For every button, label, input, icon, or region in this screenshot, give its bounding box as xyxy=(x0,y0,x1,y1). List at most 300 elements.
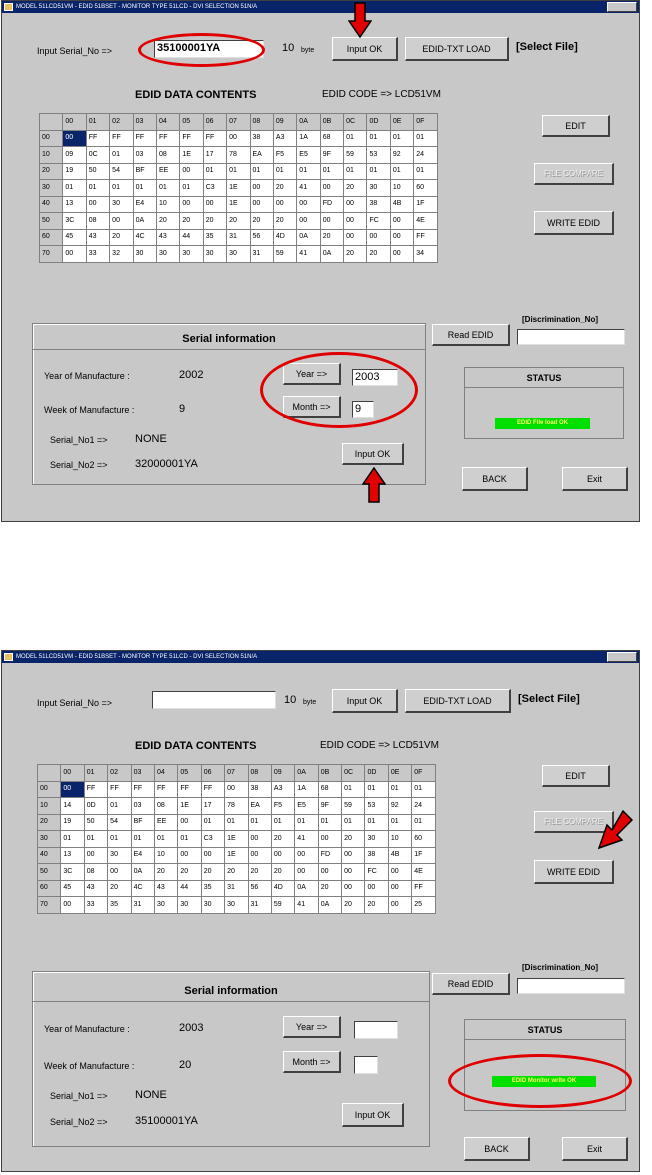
edid-cell[interactable]: 20 xyxy=(110,229,133,246)
edid-cell[interactable]: 01 xyxy=(412,781,435,798)
edid-cell[interactable]: 35 xyxy=(201,880,224,897)
col-header: 0B xyxy=(318,765,341,782)
edid-cell[interactable]: 20 xyxy=(178,864,201,881)
edid-cell[interactable]: 00 xyxy=(180,163,203,180)
edid-cell[interactable]: 19 xyxy=(63,163,86,180)
edid-cell[interactable]: 41 xyxy=(297,180,320,197)
input-ok-button-2[interactable]: Input OK xyxy=(342,1103,404,1127)
edid-cell[interactable]: 00 xyxy=(318,864,341,881)
edid-cell[interactable]: 00 xyxy=(248,831,271,848)
edid-cell[interactable]: 20 xyxy=(225,864,248,881)
edid-cell[interactable]: 01 xyxy=(178,831,201,848)
edid-cell[interactable]: 20 xyxy=(271,864,294,881)
edid-cell[interactable]: 35 xyxy=(108,897,131,914)
edid-cell[interactable]: 00 xyxy=(297,213,320,230)
edid-cell[interactable]: 20 xyxy=(156,213,179,230)
edid-cell[interactable]: 01 xyxy=(342,814,365,831)
edid-cell[interactable]: FF xyxy=(412,880,435,897)
edid-cell[interactable]: 0C xyxy=(86,147,109,164)
select-file-label[interactable]: [Select File] xyxy=(516,41,578,53)
edid-cell[interactable]: 59 xyxy=(273,246,296,263)
edid-cell[interactable]: FF xyxy=(201,781,224,798)
edid-cell[interactable]: 0A xyxy=(318,897,341,914)
edid-cell[interactable]: FF xyxy=(180,130,203,147)
edid-cell[interactable]: 20 xyxy=(365,897,388,914)
edid-cell[interactable]: 00 xyxy=(273,196,296,213)
edid-cell[interactable]: 78 xyxy=(225,798,248,815)
edid-cell[interactable]: 24 xyxy=(412,798,435,815)
edid-cell[interactable]: FF xyxy=(203,130,226,147)
read-edid-button[interactable]: Read EDID xyxy=(432,973,510,995)
edid-cell[interactable]: E4 xyxy=(131,847,154,864)
edid-cell[interactable]: 24 xyxy=(414,147,437,164)
edid-cell[interactable]: 01 xyxy=(84,831,107,848)
app-icon xyxy=(4,3,13,11)
status-message: EDID Monitor write OK xyxy=(492,1076,596,1087)
edid-cell[interactable]: 00 xyxy=(110,213,133,230)
edid-cell[interactable]: 01 xyxy=(273,163,296,180)
edid-cell[interactable]: EE xyxy=(154,814,177,831)
edid-cell[interactable]: 01 xyxy=(248,814,271,831)
edid-cell[interactable]: 08 xyxy=(156,147,179,164)
edid-cell[interactable]: 01 xyxy=(388,781,411,798)
edid-cell[interactable]: 20 xyxy=(271,831,294,848)
edid-cell[interactable]: 4D xyxy=(271,880,294,897)
edid-cell[interactable]: 01 xyxy=(390,130,413,147)
edid-cell[interactable]: 4E xyxy=(412,864,435,881)
edid-cell[interactable]: FC xyxy=(365,864,388,881)
year-input[interactable]: 2003 xyxy=(352,369,398,386)
edid-cell[interactable]: 20 xyxy=(344,180,367,197)
edid-cell[interactable]: FF xyxy=(414,229,437,246)
edid-cell[interactable]: FF xyxy=(156,130,179,147)
edid-cell[interactable]: 08 xyxy=(154,798,177,815)
edid-cell[interactable]: 00 xyxy=(295,847,318,864)
edid-cell[interactable]: 44 xyxy=(178,880,201,897)
edid-cell[interactable]: 00 xyxy=(201,847,224,864)
edid-cell[interactable]: 31 xyxy=(131,897,154,914)
edid-cell[interactable]: 0A xyxy=(297,229,320,246)
edid-cell[interactable]: 1A xyxy=(295,781,318,798)
edid-cell[interactable]: 00 xyxy=(271,847,294,864)
edid-cell[interactable]: 34 xyxy=(414,246,437,263)
edid-cell[interactable]: 53 xyxy=(367,147,390,164)
discrimination-input[interactable] xyxy=(517,978,625,994)
edid-cell[interactable]: 00 xyxy=(365,880,388,897)
edid-cell[interactable]: 92 xyxy=(390,147,413,164)
edid-cell[interactable]: 20 xyxy=(318,880,341,897)
edid-cell[interactable]: 68 xyxy=(318,781,341,798)
discrimination-input[interactable] xyxy=(517,329,625,345)
serial-input[interactable]: 35100001YA xyxy=(154,40,264,58)
edid-cell[interactable]: 20 xyxy=(367,246,390,263)
row-header: 30 xyxy=(38,831,61,848)
edid-cell[interactable]: 00 xyxy=(320,213,343,230)
edid-cell[interactable]: FF xyxy=(131,781,154,798)
edid-cell[interactable]: 59 xyxy=(271,897,294,914)
edid-cell[interactable]: FF xyxy=(154,781,177,798)
edid-cell[interactable]: 41 xyxy=(295,831,318,848)
edid-cell[interactable]: A3 xyxy=(271,781,294,798)
edid-cell[interactable]: 78 xyxy=(227,147,250,164)
month-button[interactable]: Month => xyxy=(283,1051,341,1073)
edid-cell[interactable]: 45 xyxy=(63,229,86,246)
edid-cell[interactable]: 38 xyxy=(250,130,273,147)
edid-cell[interactable]: 20 xyxy=(201,864,224,881)
edid-cell[interactable]: 00 xyxy=(342,864,365,881)
edid-cell[interactable]: 00 xyxy=(63,130,86,147)
back-button[interactable]: BACK xyxy=(464,1137,530,1161)
edid-cell[interactable]: 3C xyxy=(63,213,86,230)
edid-cell[interactable]: 68 xyxy=(320,130,343,147)
input-ok-button[interactable]: Input OK xyxy=(332,37,398,61)
edid-cell[interactable]: 00 xyxy=(320,180,343,197)
edid-cell[interactable]: 00 xyxy=(61,897,84,914)
edid-cell[interactable]: 00 xyxy=(344,196,367,213)
edid-cell[interactable]: 1F xyxy=(412,847,435,864)
edid-cell[interactable]: 56 xyxy=(250,229,273,246)
edid-cell[interactable]: 01 xyxy=(110,147,133,164)
edid-cell[interactable]: 1F xyxy=(414,196,437,213)
edid-cell[interactable]: 01 xyxy=(131,831,154,848)
edid-cell[interactable]: 1A xyxy=(297,130,320,147)
edid-cell[interactable]: 54 xyxy=(108,814,131,831)
edid-cell[interactable]: 00 xyxy=(390,213,413,230)
edid-cell[interactable]: FF xyxy=(110,130,133,147)
edid-cell[interactable]: E5 xyxy=(297,147,320,164)
edid-cell[interactable]: 01 xyxy=(156,180,179,197)
edid-cell[interactable]: 01 xyxy=(365,781,388,798)
edid-cell[interactable]: 13 xyxy=(63,196,86,213)
edid-cell[interactable]: 00 xyxy=(108,864,131,881)
edid-cell[interactable]: 20 xyxy=(344,246,367,263)
edid-cell[interactable]: 0A xyxy=(133,213,156,230)
edid-cell[interactable]: 38 xyxy=(365,847,388,864)
edid-cell[interactable]: 01 xyxy=(342,781,365,798)
down-left-arrow-icon xyxy=(597,810,633,850)
edid-cell[interactable]: 30 xyxy=(110,196,133,213)
edid-cell[interactable]: 01 xyxy=(180,180,203,197)
edid-cell[interactable]: FF xyxy=(108,781,131,798)
edid-cell[interactable]: 31 xyxy=(250,246,273,263)
edid-cell[interactable]: 00 xyxy=(225,781,248,798)
col-header: 02 xyxy=(108,765,131,782)
edid-cell[interactable]: 01 xyxy=(250,163,273,180)
year-button[interactable]: Year => xyxy=(283,363,341,385)
edid-cell[interactable]: 30 xyxy=(156,246,179,263)
edid-cell[interactable]: 01 xyxy=(154,831,177,848)
edid-cell[interactable]: BF xyxy=(133,163,156,180)
edid-cell[interactable]: 00 xyxy=(390,246,413,263)
edid-cell[interactable]: 20 xyxy=(108,880,131,897)
edid-cell[interactable]: E5 xyxy=(295,798,318,815)
edid-cell[interactable]: 50 xyxy=(86,163,109,180)
month-input[interactable] xyxy=(354,1056,378,1074)
edid-cell[interactable]: 01 xyxy=(227,163,250,180)
edid-cell[interactable]: 03 xyxy=(131,798,154,815)
edid-cell[interactable]: FD xyxy=(320,196,343,213)
edid-cell[interactable]: 01 xyxy=(201,814,224,831)
edid-cell[interactable]: EE xyxy=(156,163,179,180)
edid-cell[interactable]: 0A xyxy=(320,246,343,263)
edid-cell[interactable]: 01 xyxy=(414,163,437,180)
edid-cell[interactable]: FF xyxy=(133,130,156,147)
edid-cell[interactable]: 53 xyxy=(365,798,388,815)
edid-cell[interactable]: 1E xyxy=(227,196,250,213)
edid-cell[interactable]: 00 xyxy=(342,847,365,864)
edid-cell[interactable]: 00 xyxy=(178,847,201,864)
year-button[interactable]: Year => xyxy=(283,1016,341,1038)
write-edid-button[interactable]: WRITE EDID xyxy=(534,211,614,235)
edid-cell[interactable]: 01 xyxy=(367,130,390,147)
edid-cell[interactable]: 35 xyxy=(203,229,226,246)
edid-cell[interactable]: 0D xyxy=(84,798,107,815)
edid-cell[interactable]: 33 xyxy=(86,246,109,263)
edid-cell[interactable]: 60 xyxy=(414,180,437,197)
edid-cell[interactable]: 30 xyxy=(201,897,224,914)
edid-cell[interactable]: FC xyxy=(367,213,390,230)
month-input[interactable]: 9 xyxy=(352,401,374,418)
edid-cell[interactable]: 00 xyxy=(388,897,411,914)
edid-cell[interactable]: 38 xyxy=(367,196,390,213)
edid-cell[interactable]: 38 xyxy=(248,781,271,798)
edid-cell[interactable]: 44 xyxy=(180,229,203,246)
edid-cell[interactable]: 00 xyxy=(227,130,250,147)
edid-cell[interactable]: 1E xyxy=(227,180,250,197)
year-input[interactable] xyxy=(354,1021,398,1039)
edid-cell[interactable]: 20 xyxy=(180,213,203,230)
edid-cell[interactable]: 20 xyxy=(273,180,296,197)
edid-cell[interactable]: 00 xyxy=(367,229,390,246)
edid-cell[interactable]: 30 xyxy=(133,246,156,263)
select-file-label[interactable]: [Select File] xyxy=(518,693,580,705)
edid-cell[interactable]: FF xyxy=(86,130,109,147)
edid-cell[interactable]: 01 xyxy=(271,814,294,831)
edid-cell[interactable]: 31 xyxy=(225,880,248,897)
edid-cell[interactable]: 01 xyxy=(108,831,131,848)
edid-cell[interactable]: 00 xyxy=(297,196,320,213)
edid-cell[interactable]: 20 xyxy=(320,229,343,246)
edid-cell[interactable]: 59 xyxy=(344,147,367,164)
edid-cell[interactable]: 30 xyxy=(178,897,201,914)
edid-cell[interactable]: 17 xyxy=(201,798,224,815)
edid-cell[interactable]: 01 xyxy=(110,180,133,197)
edid-cell[interactable]: 3C xyxy=(61,864,84,881)
edid-cell[interactable]: 00 xyxy=(388,880,411,897)
edid-cell[interactable]: 54 xyxy=(110,163,133,180)
input-ok-button[interactable]: Input OK xyxy=(332,689,398,713)
edid-cell[interactable]: 41 xyxy=(295,897,318,914)
window-controls[interactable] xyxy=(607,2,637,12)
edid-cell[interactable]: 33 xyxy=(84,897,107,914)
edid-cell[interactable]: E4 xyxy=(133,196,156,213)
edid-cell[interactable]: 03 xyxy=(133,147,156,164)
edid-cell[interactable]: 01 xyxy=(318,814,341,831)
edid-cell[interactable]: 1E xyxy=(225,847,248,864)
edid-cell[interactable]: 32 xyxy=(110,246,133,263)
edit-button[interactable]: EDIT xyxy=(542,115,610,137)
edid-cell[interactable]: 01 xyxy=(295,814,318,831)
edid-cell[interactable]: 4E xyxy=(414,213,437,230)
row-header: 60 xyxy=(38,880,61,897)
table-row xyxy=(40,246,438,263)
edid-cell[interactable]: 10 xyxy=(156,196,179,213)
serial-input[interactable] xyxy=(152,691,276,709)
edid-cell[interactable]: 1E xyxy=(178,798,201,815)
edid-cell[interactable]: 01 xyxy=(390,163,413,180)
edid-cell[interactable]: EA xyxy=(248,798,271,815)
edid-cell[interactable]: 20 xyxy=(154,864,177,881)
edid-cell[interactable]: C3 xyxy=(203,180,226,197)
edid-cell[interactable]: 30 xyxy=(367,180,390,197)
edid-cell[interactable]: 00 xyxy=(344,213,367,230)
edid-cell[interactable]: 20 xyxy=(227,213,250,230)
edid-cell[interactable]: 01 xyxy=(86,180,109,197)
week-label: Week of Manufacture : xyxy=(44,405,135,415)
edid-cell[interactable]: 01 xyxy=(203,163,226,180)
edid-cell[interactable]: 01 xyxy=(412,814,435,831)
edid-cell[interactable]: 92 xyxy=(388,798,411,815)
exit-button[interactable]: Exit xyxy=(562,1137,628,1161)
edid-cell[interactable]: 01 xyxy=(225,814,248,831)
edid-cell[interactable]: 30 xyxy=(180,246,203,263)
edid-cell[interactable]: 01 xyxy=(108,798,131,815)
edid-cell[interactable]: 00 xyxy=(84,847,107,864)
edid-cell[interactable]: F5 xyxy=(273,147,296,164)
edid-cell[interactable]: 01 xyxy=(61,831,84,848)
edid-cell[interactable]: 4C xyxy=(133,229,156,246)
edid-cell[interactable]: 00 xyxy=(178,814,201,831)
edid-cell[interactable]: 4B xyxy=(390,196,413,213)
edid-cell[interactable]: 01 xyxy=(414,130,437,147)
edid-cell[interactable]: 00 xyxy=(63,246,86,263)
edid-cell[interactable]: 43 xyxy=(86,229,109,246)
edid-cell[interactable]: 59 xyxy=(342,798,365,815)
edid-cell[interactable]: 01 xyxy=(365,814,388,831)
edid-cell[interactable]: 00 xyxy=(388,864,411,881)
edid-cell[interactable]: 30 xyxy=(225,897,248,914)
back-button[interactable]: BACK xyxy=(462,467,528,491)
edid-cell[interactable]: 10 xyxy=(388,831,411,848)
edid-cell[interactable]: 13 xyxy=(61,847,84,864)
table-row xyxy=(40,130,438,147)
edid-cell[interactable]: A3 xyxy=(273,130,296,147)
edid-cell[interactable]: C3 xyxy=(201,831,224,848)
edid-cell[interactable]: 08 xyxy=(84,864,107,881)
edid-cell[interactable]: 00 xyxy=(318,831,341,848)
edid-cell[interactable]: 41 xyxy=(297,246,320,263)
edid-cell[interactable]: 09 xyxy=(63,147,86,164)
edid-cell[interactable]: 20 xyxy=(342,897,365,914)
edid-cell[interactable]: 20 xyxy=(273,213,296,230)
edid-cell[interactable]: 01 xyxy=(367,163,390,180)
edid-cell[interactable]: 30 xyxy=(154,897,177,914)
edid-cell[interactable]: 4C xyxy=(131,880,154,897)
edid-cell[interactable]: 50 xyxy=(84,814,107,831)
edid-cell[interactable]: 4D xyxy=(273,229,296,246)
month-button[interactable]: Month => xyxy=(283,396,341,418)
edid-cell[interactable]: 43 xyxy=(154,880,177,897)
edid-cell[interactable]: F5 xyxy=(271,798,294,815)
edid-cell[interactable]: 60 xyxy=(412,831,435,848)
edid-cell[interactable]: 00 xyxy=(342,880,365,897)
edid-cell[interactable]: 17 xyxy=(203,147,226,164)
edid-cell[interactable]: 20 xyxy=(250,213,273,230)
edid-cell[interactable]: 20 xyxy=(203,213,226,230)
edid-cell[interactable]: 56 xyxy=(248,880,271,897)
write-edid-button[interactable]: WRITE EDID xyxy=(534,860,614,884)
edid-cell[interactable]: 31 xyxy=(227,229,250,246)
exit-button[interactable]: Exit xyxy=(562,467,628,491)
edid-cell[interactable]: 43 xyxy=(156,229,179,246)
edid-cell[interactable]: 00 xyxy=(295,864,318,881)
edid-cell[interactable]: 19 xyxy=(61,814,84,831)
input-ok-button-2[interactable]: Input OK xyxy=(342,443,404,465)
edid-cell[interactable]: 30 xyxy=(227,246,250,263)
edid-cell[interactable]: 0A xyxy=(131,864,154,881)
edid-cell[interactable]: 31 xyxy=(248,897,271,914)
edid-cell[interactable]: 00 xyxy=(390,229,413,246)
edid-cell[interactable]: 01 xyxy=(344,163,367,180)
edid-cell[interactable]: BF xyxy=(131,814,154,831)
edid-cell[interactable]: 00 xyxy=(344,229,367,246)
edid-cell[interactable]: 30 xyxy=(365,831,388,848)
edid-cell[interactable]: 00 xyxy=(250,180,273,197)
edid-cell[interactable]: 0A xyxy=(295,880,318,897)
edid-cell[interactable]: 01 xyxy=(133,180,156,197)
edid-cell[interactable]: 01 xyxy=(297,163,320,180)
edid-cell[interactable]: 01 xyxy=(388,814,411,831)
edid-cell[interactable]: 00 xyxy=(203,196,226,213)
edid-cell[interactable]: 00 xyxy=(86,196,109,213)
edid-cell[interactable]: 20 xyxy=(342,831,365,848)
edid-cell[interactable]: 14 xyxy=(61,798,84,815)
corner-cell xyxy=(38,765,61,782)
edid-cell[interactable]: 45 xyxy=(61,880,84,897)
window-controls[interactable] xyxy=(607,652,637,662)
edid-cell[interactable]: 25 xyxy=(412,897,435,914)
edid-cell[interactable]: 43 xyxy=(84,880,107,897)
edid-cell[interactable]: 30 xyxy=(203,246,226,263)
edid-cell[interactable]: 1E xyxy=(225,831,248,848)
edid-cell[interactable]: 9F xyxy=(320,147,343,164)
edid-cell[interactable]: 01 xyxy=(344,130,367,147)
edid-cell[interactable]: 9F xyxy=(318,798,341,815)
edit-button[interactable]: EDIT xyxy=(542,765,610,787)
edid-cell[interactable]: 10 xyxy=(390,180,413,197)
edid-txt-load-button[interactable]: EDID-TXT LOAD xyxy=(405,689,511,713)
edid-cell[interactable]: 00 xyxy=(180,196,203,213)
edid-cell[interactable]: 08 xyxy=(86,213,109,230)
edid-cell[interactable]: 00 xyxy=(250,196,273,213)
read-edid-button[interactable]: Read EDID xyxy=(432,324,510,346)
edid-cell[interactable]: FF xyxy=(84,781,107,798)
edid-cell[interactable]: FD xyxy=(318,847,341,864)
table-row xyxy=(38,897,436,914)
edid-cell[interactable]: 00 xyxy=(248,847,271,864)
edid-cell[interactable]: 10 xyxy=(154,847,177,864)
edid-cell[interactable]: 01 xyxy=(320,163,343,180)
edid-cell[interactable]: 30 xyxy=(108,847,131,864)
edid-cell[interactable]: 20 xyxy=(248,864,271,881)
edid-cell[interactable]: 01 xyxy=(63,180,86,197)
edid-cell[interactable]: 4B xyxy=(388,847,411,864)
edid-cell[interactable]: EA xyxy=(250,147,273,164)
edid-cell[interactable]: FF xyxy=(178,781,201,798)
edid-cell[interactable]: 1E xyxy=(180,147,203,164)
edid-txt-load-button[interactable]: EDID-TXT LOAD xyxy=(405,37,509,61)
edid-cell[interactable]: 00 xyxy=(61,781,84,798)
